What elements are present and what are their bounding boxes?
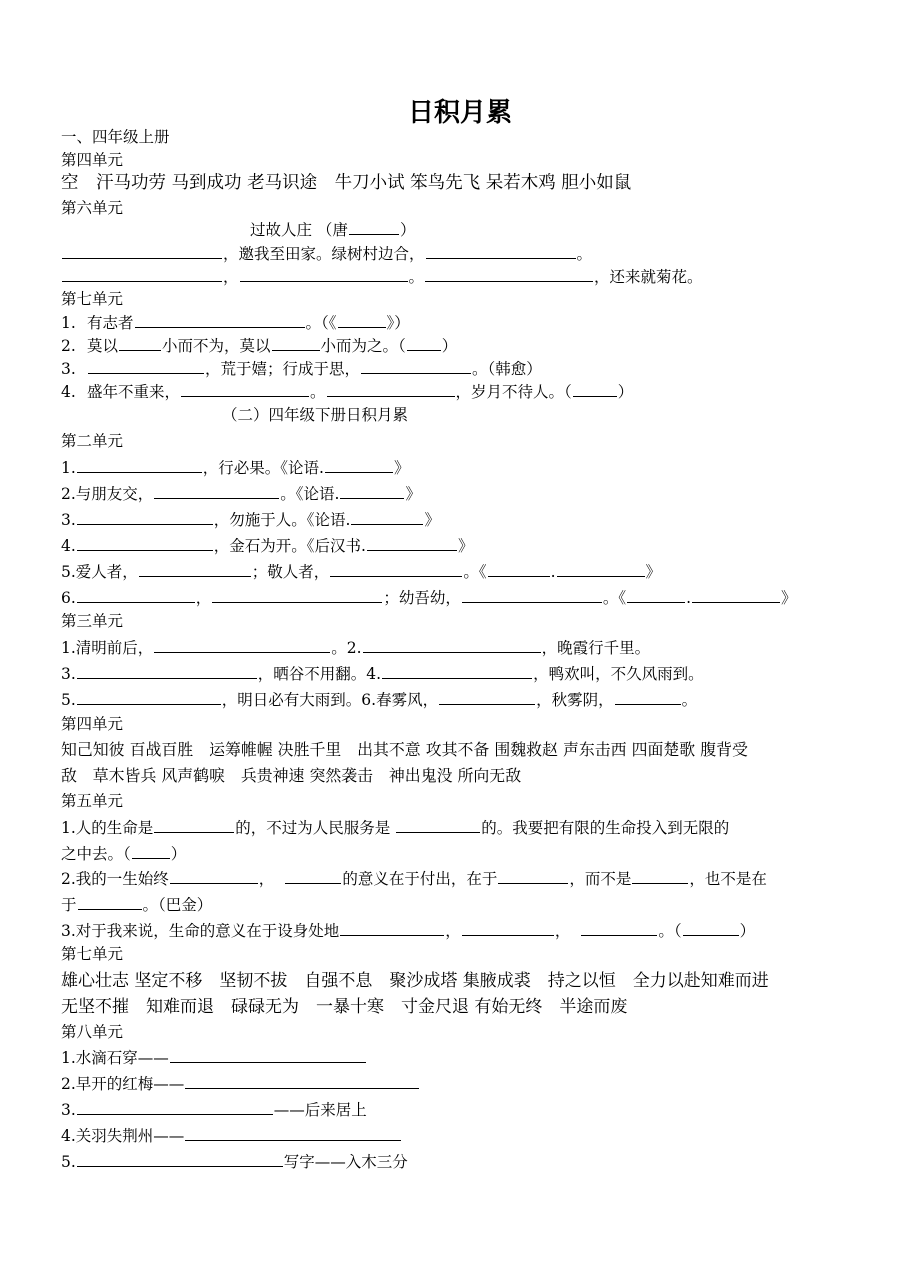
text: ，金石为开。《后汉书. xyxy=(213,537,366,555)
text: ，荒于嬉；行成于思， xyxy=(205,360,361,378)
unit5-item-2 xyxy=(61,868,767,889)
text: ，还来就菊花。 xyxy=(594,268,703,286)
unit8-item-2 xyxy=(61,1073,420,1094)
blank[interactable] xyxy=(338,312,386,328)
blank[interactable] xyxy=(62,243,222,259)
blank[interactable] xyxy=(581,920,657,936)
text: 小而为之。（ xyxy=(320,337,406,355)
text: 的意义在于付出，在于 xyxy=(342,870,498,888)
text: 2.我的一生始终 xyxy=(61,870,169,888)
text: 。 xyxy=(576,245,593,263)
blank[interactable] xyxy=(557,561,645,577)
text: ；幼吾幼， xyxy=(383,589,461,607)
blank[interactable] xyxy=(683,920,739,936)
text: 5. xyxy=(61,691,76,709)
blank[interactable] xyxy=(361,358,471,374)
text: 5. xyxy=(61,1153,76,1171)
blank[interactable] xyxy=(439,689,535,705)
blank[interactable] xyxy=(170,868,258,884)
blank[interactable] xyxy=(62,266,222,282)
blank[interactable] xyxy=(367,535,457,551)
text: 4. xyxy=(61,537,76,555)
blank[interactable] xyxy=(462,587,602,603)
unit3-heading: 第三单元 xyxy=(61,612,124,630)
unit2-heading: 第二单元 xyxy=(61,432,124,450)
text: 。《论语. xyxy=(280,485,340,503)
blank[interactable] xyxy=(351,509,423,525)
blank[interactable] xyxy=(340,483,404,499)
blank[interactable] xyxy=(132,843,170,859)
text: ；敬人者， xyxy=(251,563,330,581)
unit6-heading: 第六单元 xyxy=(61,199,124,217)
blank[interactable] xyxy=(212,587,382,603)
poem-title-end: ） xyxy=(399,221,416,239)
unit2-item-2 xyxy=(61,483,421,504)
item-number: 1. xyxy=(61,314,76,332)
text: ，晚霞行千里。 xyxy=(541,639,651,657)
unit4-lower-idioms-1: 知己知彼 百战百胜 运筹帷幄 决胜千里 出其不意 攻其不备 围魏救赵 声东击西 四面楚歌 腹背受 xyxy=(61,740,748,759)
unit7-item-4 xyxy=(61,381,633,402)
text: 之中去。（ xyxy=(61,845,131,863)
text: 1.清明前后， xyxy=(61,639,154,657)
blank[interactable] xyxy=(325,457,393,473)
poem-title: 过故人庄 （唐 xyxy=(250,221,348,239)
text: 的。我要把有限的生命投入到无限的 xyxy=(481,819,730,837)
unit7-lower-idioms-2: 无坚不摧 知难而退 碌碌无为 一暴十寒 寸金尺退 有始无终 半途而废 xyxy=(61,997,628,1017)
text: 1. xyxy=(61,459,76,477)
page-title: 日积月累 xyxy=(407,98,512,128)
text: 》 xyxy=(457,537,474,555)
text: . xyxy=(686,589,692,607)
blank[interactable] xyxy=(154,817,234,833)
text: ） xyxy=(170,845,187,863)
text: ，邀我至田家。绿树村边合， xyxy=(223,245,425,263)
unit5-item-2-cont xyxy=(61,894,212,915)
text: ，鸭欢叫，不久风雨到。 xyxy=(533,665,704,683)
unit7-heading: 第七单元 xyxy=(61,290,124,308)
unit4-lower-heading: 第四单元 xyxy=(61,715,124,733)
blank[interactable] xyxy=(119,335,161,351)
blank[interactable] xyxy=(154,637,330,653)
unit8-item-4 xyxy=(61,1125,402,1146)
unit7-item-3 xyxy=(61,358,542,379)
unit5-item-3 xyxy=(61,920,755,941)
text: 莫以 xyxy=(87,337,119,355)
text: 。《 xyxy=(463,563,487,581)
text: 。 xyxy=(310,383,326,401)
unit7-lower-heading: 第七单元 xyxy=(61,945,124,963)
text: 于 xyxy=(61,896,77,914)
poem-line-2 xyxy=(61,266,703,287)
unit4-idioms: 空 汗马功劳 马到成功 老马识途 牛刀小试 笨鸟先飞 呆若木鸡 胆小如鼠 xyxy=(61,173,632,193)
section-heading-grade4-lower: （二）四年级下册日积月累 xyxy=(222,406,409,424)
blank[interactable] xyxy=(498,868,568,884)
unit2-item-3 xyxy=(61,509,440,530)
blank[interactable] xyxy=(240,266,408,282)
blank[interactable] xyxy=(77,535,213,551)
unit8-item-3 xyxy=(61,1099,367,1120)
text: 有志者 xyxy=(87,314,134,332)
blank[interactable] xyxy=(77,587,195,603)
text: 。 xyxy=(681,691,698,709)
text: 小而不为，莫以 xyxy=(162,337,271,355)
blank[interactable] xyxy=(77,1099,273,1115)
item-number: 3. xyxy=(61,360,76,378)
text: 3. xyxy=(61,665,76,683)
unit7-item-2 xyxy=(61,335,457,356)
text: ，明日必有大雨到。6.春雾风， xyxy=(221,691,439,709)
blank[interactable] xyxy=(462,920,554,936)
blank[interactable] xyxy=(185,1073,419,1089)
blank[interactable] xyxy=(692,587,780,603)
section-heading-grade4-upper: 一、四年级上册 xyxy=(61,128,170,146)
text: 3.对于我来说，生命的意义在于设身处地 xyxy=(61,922,340,940)
blank[interactable] xyxy=(488,561,550,577)
blank[interactable] xyxy=(77,509,213,525)
text: . xyxy=(550,563,556,581)
unit8-heading: 第八单元 xyxy=(61,1023,124,1041)
blank[interactable] xyxy=(382,663,532,679)
text: 写字——入木三分 xyxy=(283,1153,408,1171)
text: 。（韩愈） xyxy=(472,360,542,378)
blank[interactable] xyxy=(139,561,251,577)
blank[interactable] xyxy=(285,868,341,884)
text: ， xyxy=(258,870,275,888)
blank[interactable] xyxy=(135,312,305,328)
text: ， xyxy=(223,268,239,286)
poem-line-1 xyxy=(61,243,592,264)
text: 2.与朋友交， xyxy=(61,485,154,503)
text: 3. xyxy=(61,511,76,529)
text: ，行必果。《论语. xyxy=(202,459,324,477)
text: 3. xyxy=(61,1101,76,1119)
unit4-lower-idioms-2: 敌 草木皆兵 风声鹤唳 兵贵神速 突然袭击 神出鬼没 所向无敌 xyxy=(61,766,522,785)
text: ， xyxy=(445,922,461,940)
text: 。 xyxy=(408,268,425,286)
text: ，岁月不待人。（ xyxy=(455,383,572,401)
item-number: 4. xyxy=(61,383,76,401)
blank[interactable] xyxy=(426,243,576,259)
text: 6. xyxy=(61,589,76,607)
text: ，晒谷不用翻。4. xyxy=(257,665,382,683)
text: ， xyxy=(195,589,212,607)
blank[interactable] xyxy=(363,637,541,653)
blank[interactable] xyxy=(349,219,399,235)
text: 》 xyxy=(405,485,421,503)
unit5-item-1-cont xyxy=(61,843,186,864)
text: ） xyxy=(739,922,756,940)
text: 》 xyxy=(424,511,440,529)
unit5-item-1 xyxy=(61,817,729,838)
unit3-line-2 xyxy=(61,663,704,684)
blank[interactable] xyxy=(327,381,455,397)
text: 的，不过为人民服务是 xyxy=(235,819,396,837)
text: ，也不是在 xyxy=(689,870,767,888)
blank[interactable] xyxy=(272,335,320,351)
text: 5.爱人者， xyxy=(61,563,138,581)
text: ，秋雾阴， xyxy=(536,691,614,709)
text: ） xyxy=(617,383,634,401)
blank[interactable] xyxy=(77,663,257,679)
text: 。（ xyxy=(658,922,682,940)
item-number: 2. xyxy=(61,337,76,355)
text: 》 xyxy=(645,563,662,581)
unit2-item-4 xyxy=(61,535,474,556)
text: ） xyxy=(441,337,458,355)
unit2-item-6 xyxy=(61,587,797,608)
poem-title-line xyxy=(250,219,415,240)
unit7-lower-idioms-1: 雄心壮志 坚定不移 坚韧不拔 自强不息 聚沙成塔 集腋成裘 持之以恒 全力以赴知难而进 xyxy=(61,971,769,991)
text: 。（巴金） xyxy=(142,896,213,914)
blank[interactable] xyxy=(627,587,685,603)
text: ， xyxy=(554,922,571,940)
blank[interactable] xyxy=(77,457,202,473)
unit3-line-3 xyxy=(61,689,697,710)
unit4-heading: 第四单元 xyxy=(61,151,124,169)
blank[interactable] xyxy=(407,335,441,351)
blank[interactable] xyxy=(77,689,221,705)
unit2-item-1 xyxy=(61,457,410,478)
blank[interactable] xyxy=(396,817,480,833)
blank[interactable] xyxy=(185,1125,401,1141)
text: ，而不是 xyxy=(569,870,632,888)
text: 》 xyxy=(393,459,410,477)
unit8-item-5 xyxy=(61,1151,408,1172)
text: 2.早开的红梅—— xyxy=(61,1075,185,1093)
text: 4.关羽失荆州—— xyxy=(61,1127,185,1145)
unit8-item-1 xyxy=(61,1047,367,1068)
unit3-line-1 xyxy=(61,637,650,658)
blank[interactable] xyxy=(154,483,279,499)
blank[interactable] xyxy=(88,358,204,374)
text: 。2. xyxy=(331,639,362,657)
text: 1.水滴石穿—— xyxy=(61,1049,169,1067)
unit2-item-5 xyxy=(61,561,661,582)
text: ——后来居上 xyxy=(273,1101,367,1119)
text: ，勿施于人。《论语. xyxy=(213,511,351,529)
blank[interactable] xyxy=(78,894,142,910)
blank[interactable] xyxy=(340,920,444,936)
blank[interactable] xyxy=(181,381,309,397)
text: 1.人的生命是 xyxy=(61,819,154,837)
blank[interactable] xyxy=(615,689,681,705)
text: 。《 xyxy=(602,589,627,607)
unit7-item-1 xyxy=(61,312,410,333)
blank[interactable] xyxy=(573,381,617,397)
blank[interactable] xyxy=(330,561,462,577)
unit5-heading: 第五单元 xyxy=(61,792,124,810)
text: 》） xyxy=(386,314,410,332)
blank[interactable] xyxy=(77,1151,283,1167)
blank[interactable] xyxy=(425,266,593,282)
text: 》 xyxy=(781,589,797,607)
blank[interactable] xyxy=(170,1047,366,1063)
text: 。（《 xyxy=(305,314,337,332)
blank[interactable] xyxy=(632,868,688,884)
text: 盛年不重来， xyxy=(87,383,181,401)
